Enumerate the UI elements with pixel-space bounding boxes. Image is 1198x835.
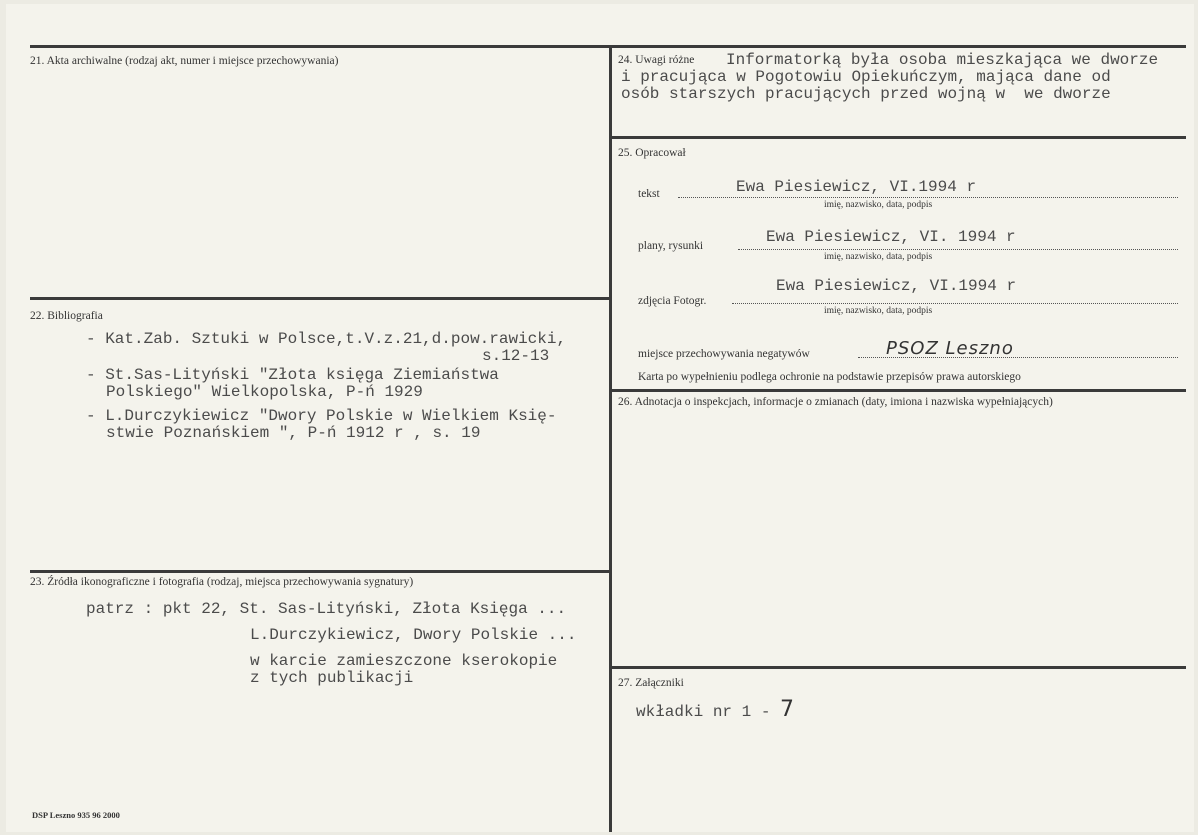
zdjecia-caption: imię, nazwisko, data, podpis bbox=[824, 306, 933, 316]
tekst-value: Ewa Piesiewicz, VI.1994 r bbox=[736, 178, 977, 196]
top-rule-right bbox=[612, 45, 1186, 48]
remarks-line-2: i pracująca w Pogotowiu Opiekuńczym, mająca dane od bbox=[621, 68, 1111, 86]
section-25-label: 25. Opracował bbox=[618, 147, 686, 159]
zdjecia-label: zdjęcia Fotogr. bbox=[638, 295, 707, 307]
rule-21-22 bbox=[30, 297, 610, 300]
plany-label: plany, rysunki bbox=[638, 240, 704, 252]
negatives-location-handwriting: PSOZ Leszno bbox=[886, 338, 1014, 359]
form-sheet bbox=[6, 4, 1194, 832]
bibliography-item-2-line2: Polskiego" Wielkopolska, P-ń 1929 bbox=[106, 383, 423, 401]
rule-25-26 bbox=[612, 389, 1186, 392]
section-21-label: 21. Akta archiwalne (rodzaj akt, numer i miejsce przechowywania) bbox=[30, 55, 339, 67]
print-code: DSP Leszno 935 96 2000 bbox=[32, 810, 120, 820]
copyright-note: Karta po wypełnieniu podlega ochronie na podstawie przepisów prawa autorskiego bbox=[638, 371, 1021, 383]
plany-value: Ewa Piesiewicz, VI. 1994 r bbox=[766, 228, 1016, 246]
attachments-value bbox=[636, 697, 796, 722]
remarks-line-1: Informatorką była osoba mieszkająca we dworze bbox=[726, 51, 1159, 69]
section-26-label: 26. Adnotacja o inspekcjach, informacje o zmianach (daty, imiona i nazwiska wypełniających) bbox=[618, 396, 1053, 408]
sources-line-2: L.Durczykiewicz, Dwory Polskie ... bbox=[250, 626, 577, 644]
section-23-label: 23. Źródła ikonograficzne i fotografia (rodzaj, miejsca przechowywania sygnatury) bbox=[30, 576, 414, 588]
section-27-label: 27. Załączniki bbox=[618, 677, 684, 689]
bibliography-item-1-line2: s.12-13 bbox=[482, 347, 550, 365]
plany-caption: imię, nazwisko, data, podpis bbox=[824, 252, 933, 262]
zdjecia-value: Ewa Piesiewicz, VI.1994 r bbox=[776, 277, 1017, 295]
bibliography-item-1-line1: - Kat.Zab. Sztuki w Polsce,t.V.z.21,d.pow.rawicki, bbox=[86, 330, 567, 348]
top-rule-left bbox=[30, 45, 610, 48]
sources-line-4: z tych publikacji bbox=[250, 669, 414, 687]
plany-dotted-line bbox=[738, 249, 1178, 250]
rule-24-25 bbox=[612, 136, 1186, 139]
sources-line-3: w karcie zamieszczone kserokopie bbox=[250, 652, 558, 670]
bibliography-item-3-line1: - L.Durczykiewicz "Dwory Polskie w Wielkiem Księ- bbox=[86, 407, 557, 425]
sources-line-1: patrz : pkt 22, St. Sas-Lityński, Złota Księga ... bbox=[86, 600, 567, 618]
bibliography-item-3-line2: stwie Poznańskiem ", P-ń 1912 r , s. 19 bbox=[106, 424, 481, 442]
miejsce-label: miejsce przechowywania negatywów bbox=[638, 348, 810, 360]
remarks-line-3: osób starszych pracujących przed wojną w we dworze bbox=[621, 85, 1111, 103]
rule-26-27 bbox=[612, 666, 1186, 669]
tekst-caption: imię, nazwisko, data, podpis bbox=[824, 200, 933, 210]
center-divider bbox=[609, 45, 612, 832]
tekst-label: tekst bbox=[638, 188, 660, 200]
rule-22-23 bbox=[30, 570, 610, 573]
tekst-dotted-line bbox=[678, 197, 1178, 198]
section-24-label: 24. Uwagi różne bbox=[618, 54, 695, 66]
attachments-handwritten-number: 7 bbox=[780, 697, 796, 722]
bibliography-item-2-line1: - St.Sas-Lityński "Złota księga Ziemiaństwa bbox=[86, 366, 499, 384]
attachments-text: wkładki nr 1 - bbox=[636, 703, 781, 721]
zdjecia-dotted-line bbox=[732, 303, 1178, 304]
section-22-label: 22. Bibliografia bbox=[30, 310, 103, 322]
